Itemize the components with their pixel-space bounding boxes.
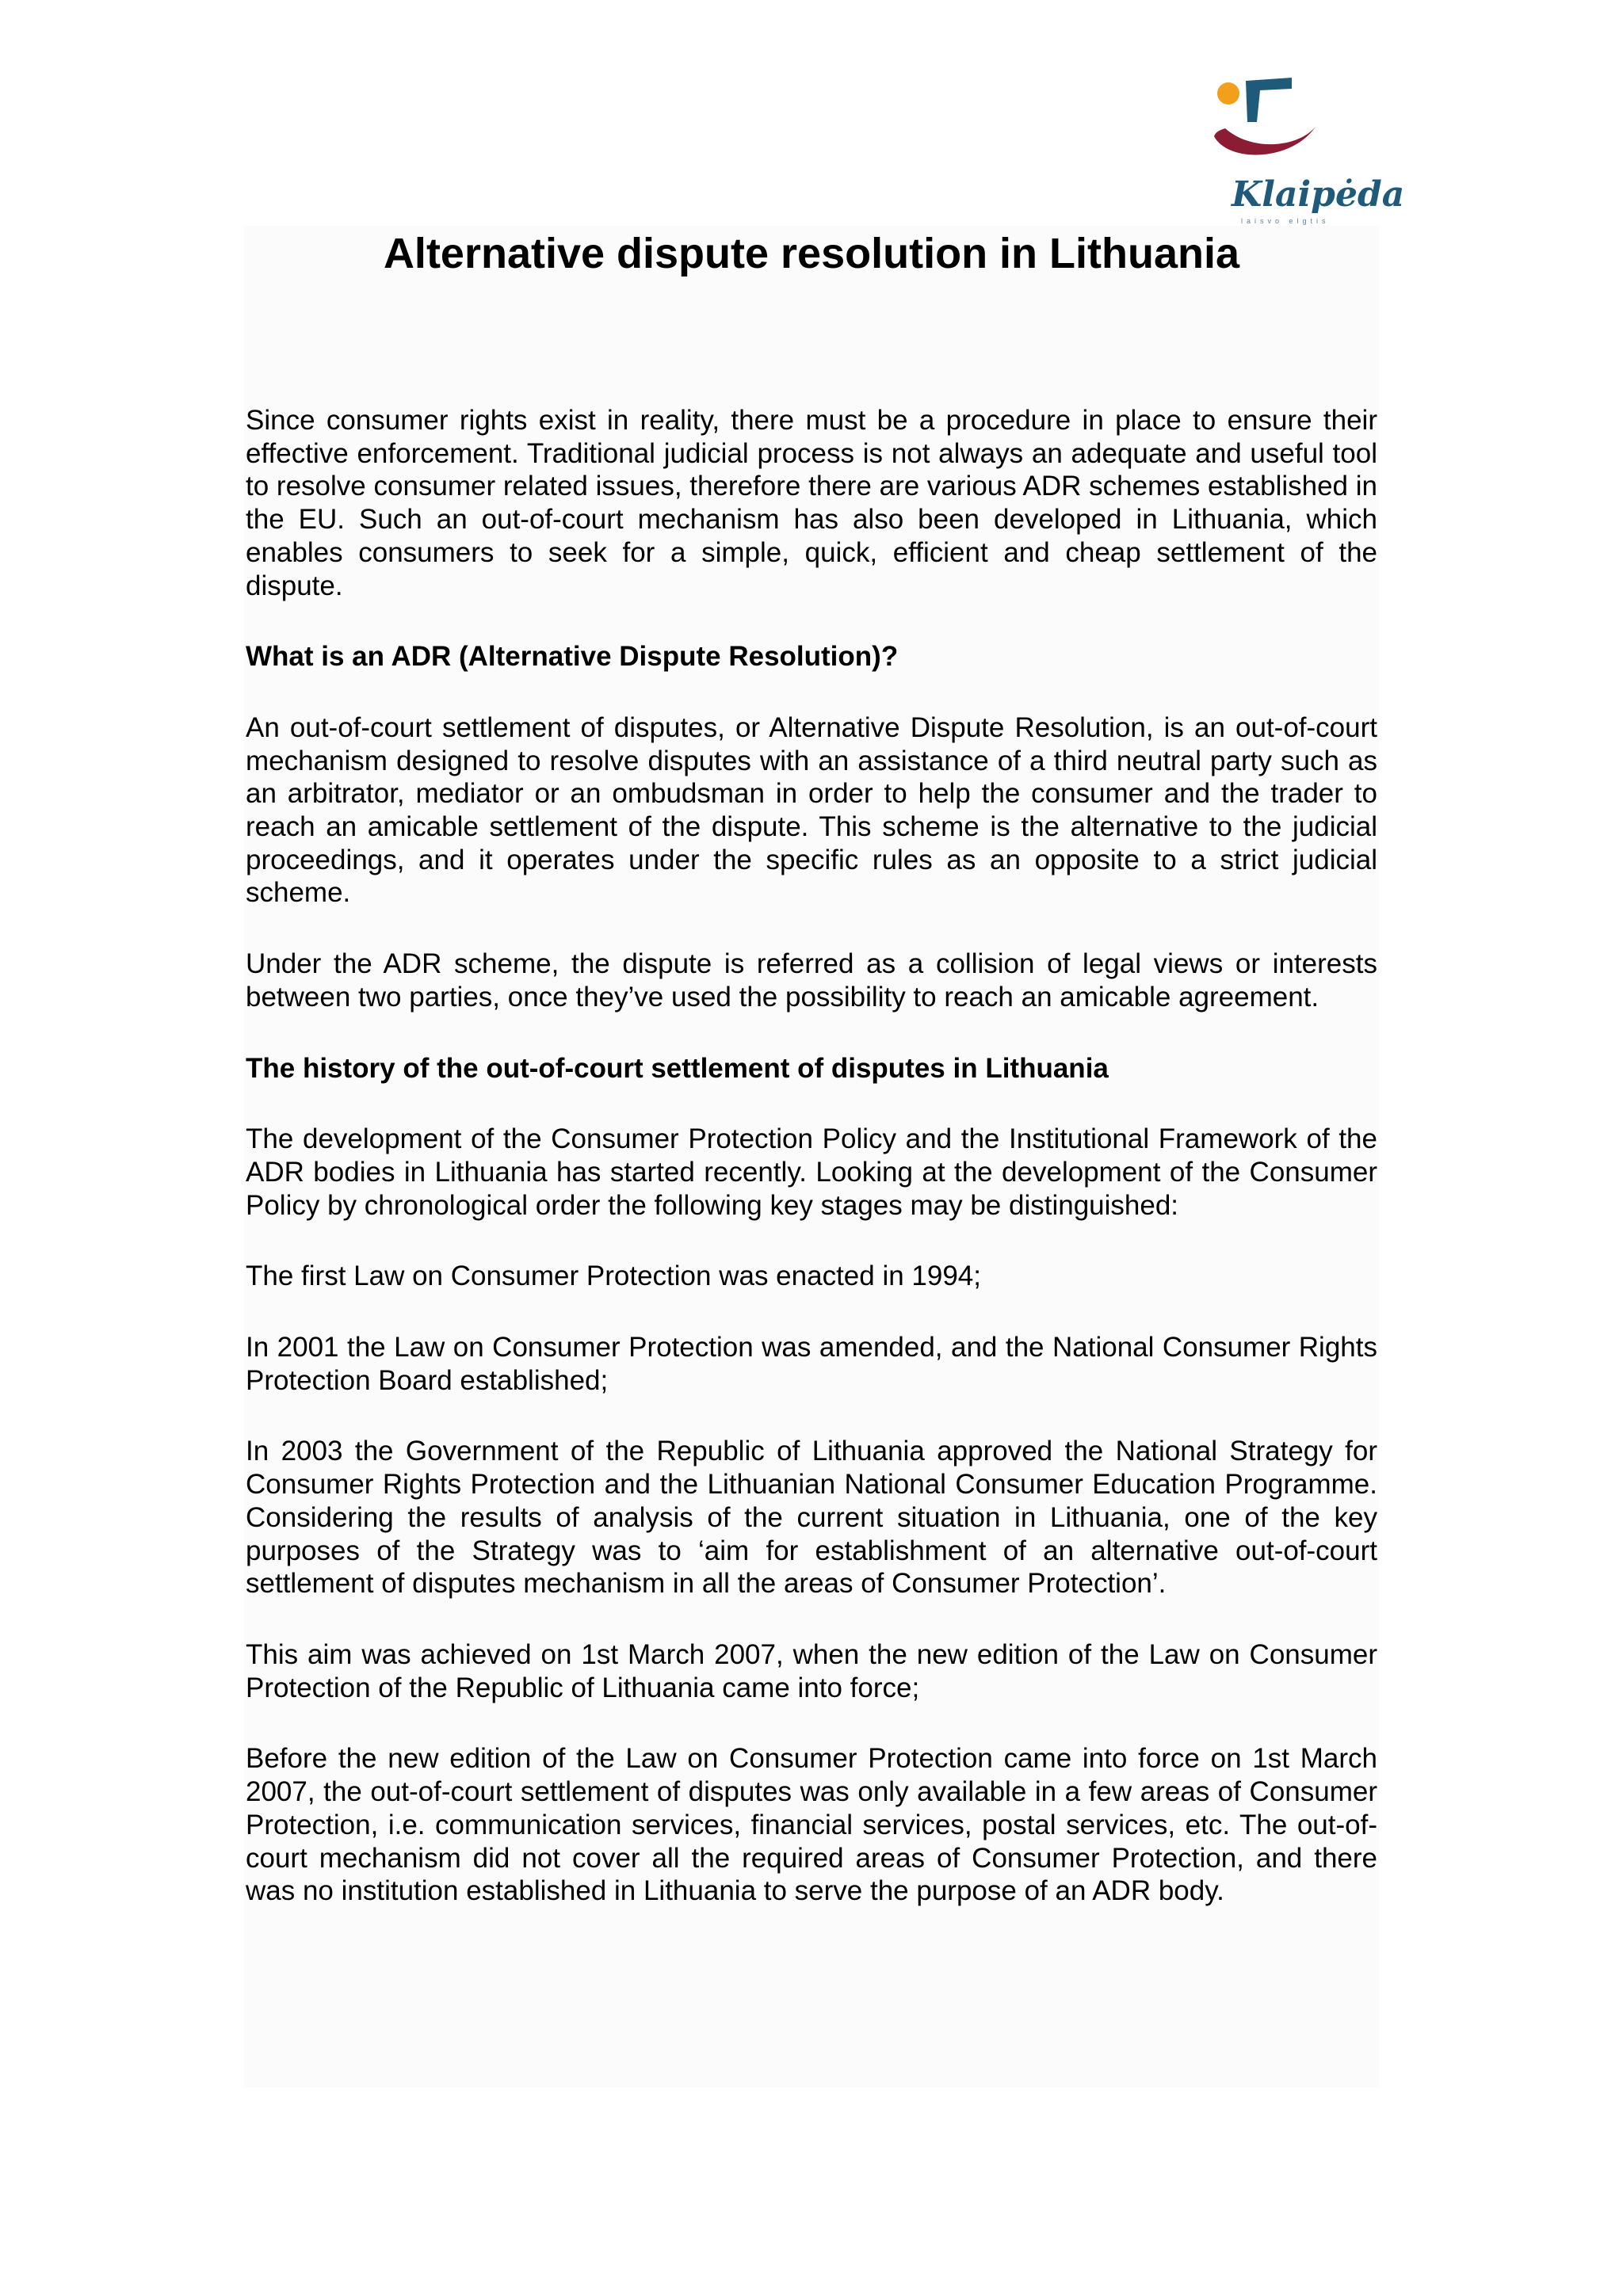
history-2007-paragraph: This aim was achieved on 1st March 2007, when the new edition of the Law on Consumer Protection of the Republic of Lithuania came into force;: [246, 1638, 1377, 1703]
document-body: [246, 404, 1377, 1946]
klaipeda-logo-mark: [1205, 70, 1382, 173]
intro-paragraph: Since consumer rights exist in reality, there must be a procedure in place to ensure their effective enforcement. Traditional judicial process is not always an adequate and useful tool to resolve consumer related issues, therefore there are various ADR schemes established in the EU. Such an out-of-court mechanism has also been developed in Lithuania, which enables consumers to seek for a simple, quick, efficient and cheap settlement of the dispute.: [246, 405, 1377, 601]
adr-dispute-paragraph: Under the ADR scheme, the dispute is referred as a collision of legal views or interests between two parties, once they’ve used the possibility to reach an amicable agreement.: [246, 948, 1377, 1013]
logo-wave-shape: [1214, 127, 1316, 154]
logo-mark-shape: [1246, 78, 1292, 122]
history-intro-paragraph: The development of the Consumer Protection Policy and the Institutional Framework of the ADR bodies in Lithuania has started recently. Looking at the development of the Consumer Policy by chronological order the following key stages may be distinguished:: [246, 1123, 1377, 1221]
logo-sun-shape: [1217, 82, 1239, 105]
history-2001-paragraph: In 2001 the Law on Consumer Protection was amended, and the National Consumer Rights Protection Board established;: [246, 1332, 1377, 1396]
document-title: Alternative dispute resolution in Lithuania: [383, 230, 1240, 277]
klaipeda-logo: [1205, 70, 1405, 233]
history-before-2007-paragraph: Before the new edition of the Law on Consumer Protection came into force on 1st March 2007, the out-of-court settlement of disputes was only available in a few areas of Consumer Protection, i.e. communication services, financial services, postal services, etc. The out-of-court mechanism did not cover all the required areas of Consumer Protection, and there was no institution established in Lithuania to serve the purpose of an ADR body.: [246, 1743, 1377, 1907]
logo-tagline: laisvo elgtis: [1241, 217, 1330, 225]
logo-name: Klaipėda: [1232, 174, 1405, 215]
section-heading-history: The history of the out-of-court settlement of disputes in Lithuania: [246, 1052, 1109, 1084]
history-1994-paragraph: The first Law on Consumer Protection was enacted in 1994;: [246, 1261, 981, 1292]
section-heading-what-is-adr: What is an ADR (Alternative Dispute Resolution)?: [246, 641, 899, 673]
history-2003-paragraph: In 2003 the Government of the Republic of Lithuania approved the National Strategy for Consumer Rights Protection and the Lithuanian National Consumer Education Programme. Considering the results of analysis of the current situation in Lithuania, one of the key purposes of the Strategy was to ‘aim for establishment of an alternative out-of-court settlement of disputes mechanism in all the areas of Consumer Protection’.: [246, 1436, 1377, 1600]
adr-definition-paragraph: An out-of-court settlement of disputes, or Alternative Dispute Resolution, is an out-of-court mechanism designed to resolve disputes with an assistance of a third neutral party such as an arbitrator, mediator or an ombudsman in order to help the consumer and the trader to reach an amicable settlement of the dispute. This scheme is the alternative to the judicial proceedings, and it operates under the specific rules as an opposite to a strict judicial scheme.: [246, 711, 1377, 909]
